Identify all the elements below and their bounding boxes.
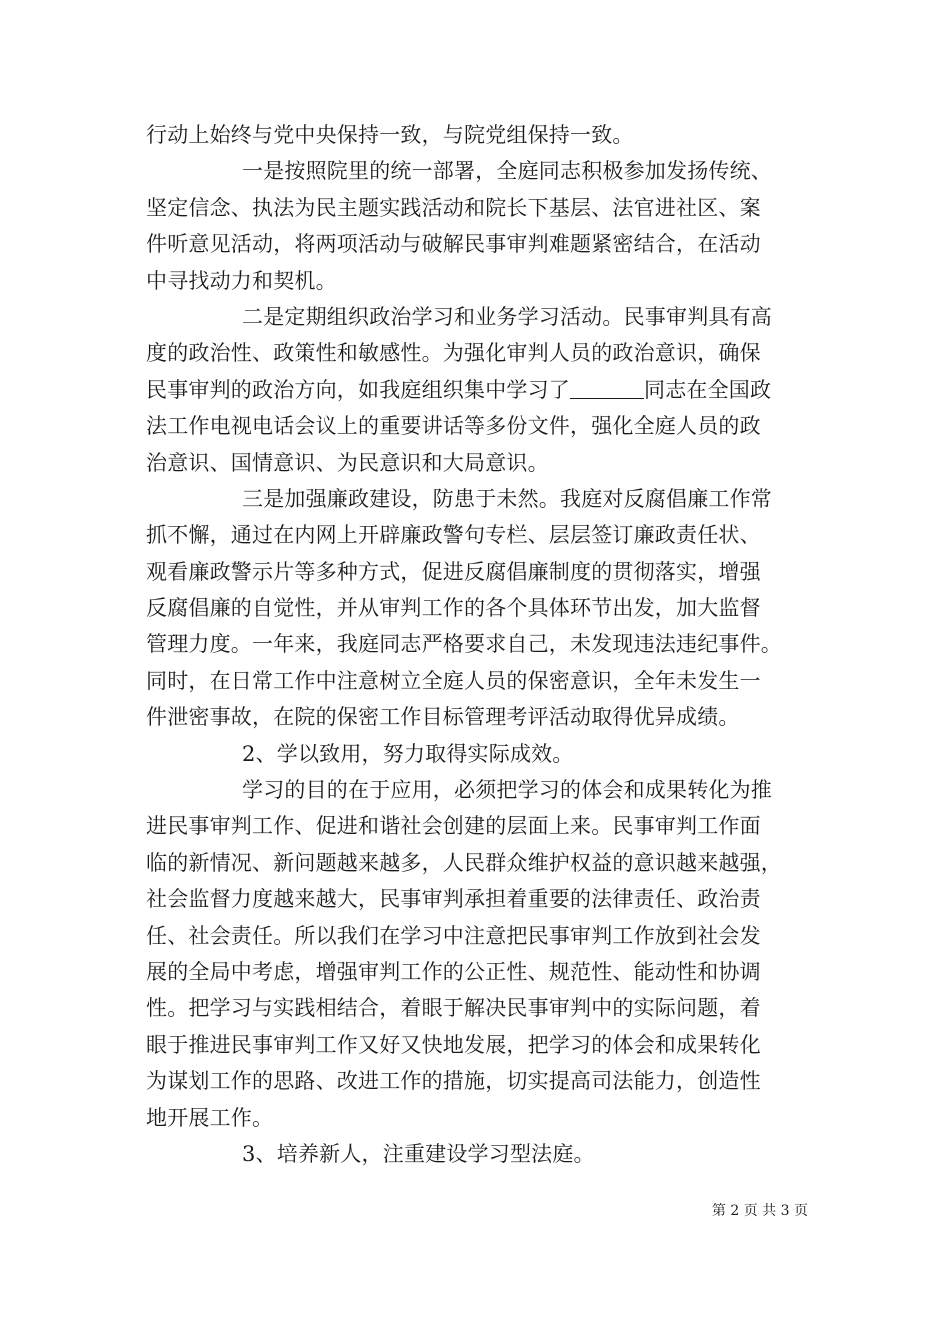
text-line: 社会监督力度越来越大，民事审判承担着重要的法律责任、政治责 [146, 887, 761, 912]
text-line: 抓不懈，通过在内网上开辟廉政警句专栏、层层签订廉政责任状、 [146, 523, 761, 548]
text-segment: 同志在全国政 [644, 377, 772, 402]
text-line: 治意识、国情意识、为民意识和大局意识。 [146, 450, 549, 475]
text-line: 件泄密事故，在院的保密工作目标管理考评活动取得优异成绩。 [146, 705, 740, 730]
text-line: 展的全局中考虑，增强审判工作的公正性、规范性、能动性和协调 [146, 959, 761, 984]
text-line: 中寻找动力和契机。 [146, 268, 337, 293]
text-line: 同时，在日常工作中注意树立全庭人员的保密意识，全年未发生一 [146, 668, 761, 693]
text-segment: 民事审判的政治方向，如我庭组织集中学习了 [146, 377, 570, 402]
text-line: 度的政治性、政策性和敏感性。为强化审判人员的政治意识，确保 [146, 341, 761, 366]
text-line [146, 372, 814, 408]
text-line: 行动上始终与党中央保持一致，与院党组保持一致。 [146, 123, 634, 147]
text-line: 临的新情况、新问题越来越多，人民群众维护权益的意识越来越强， [146, 850, 782, 875]
text-line: 为谋划工作的思路、改进工作的措施，切实提高司法能力，创造性 [146, 1069, 761, 1094]
text-line: 地开展工作。 [146, 1105, 274, 1130]
section-heading: 3、培养新人，注重建设学习型法庭。 [242, 1141, 595, 1166]
section-heading: 2、学以致用，努力取得实际成效。 [242, 741, 574, 766]
text-line: 性。把学习与实践相结合，着眼于解决民事审判中的实际问题，着 [146, 996, 761, 1021]
paragraph-first-line: 学习的目的在于应用，必须把学习的体会和成果转化为推 [242, 778, 772, 803]
paragraph-first-line: 二是定期组织政治学习和业务学习活动。民事审判具有高 [242, 304, 772, 329]
text-line: 反腐倡廉的自觉性，并从审判工作的各个具体环节出发，加大监督 [146, 596, 761, 621]
paragraph-first-line: 一是按照院里的统一部署，全庭同志积极参加发扬传统、 [242, 159, 772, 184]
text-line: 眼于推进民事审判工作又好又快地发展，把学习的体会和成果转化 [146, 1032, 761, 1057]
text-line: 管理力度。一年来，我庭同志严格要求自己，未发现违法违纪事件。 [146, 632, 782, 657]
body-text [146, 117, 814, 1172]
fill-in-blank [570, 376, 644, 399]
text-line: 法工作电视电话会议上的重要讲话等多份文件，强化全庭人员的政 [146, 414, 761, 439]
text-line: 进民事审判工作、促进和谐社会创建的层面上来。民事审判工作面 [146, 814, 761, 839]
paragraph-first-line: 三是加强廉政建设，防患于未然。我庭对反腐倡廉工作常 [242, 486, 772, 511]
page-number: 第 2 页 共 3 页 [711, 1203, 808, 1219]
text-line: 观看廉政警示片等多种方式，促进反腐倡廉制度的贯彻落实，增强 [146, 559, 761, 584]
text-line: 件听意见活动，将两项活动与破解民事审判难题紧密结合，在活动 [146, 232, 761, 257]
text-line: 坚定信念、执法为民主题实践活动和院长下基层、法官进社区、案 [146, 195, 761, 220]
text-line: 任、社会责任。所以我们在学习中注意把民事审判工作放到社会发 [146, 923, 761, 948]
